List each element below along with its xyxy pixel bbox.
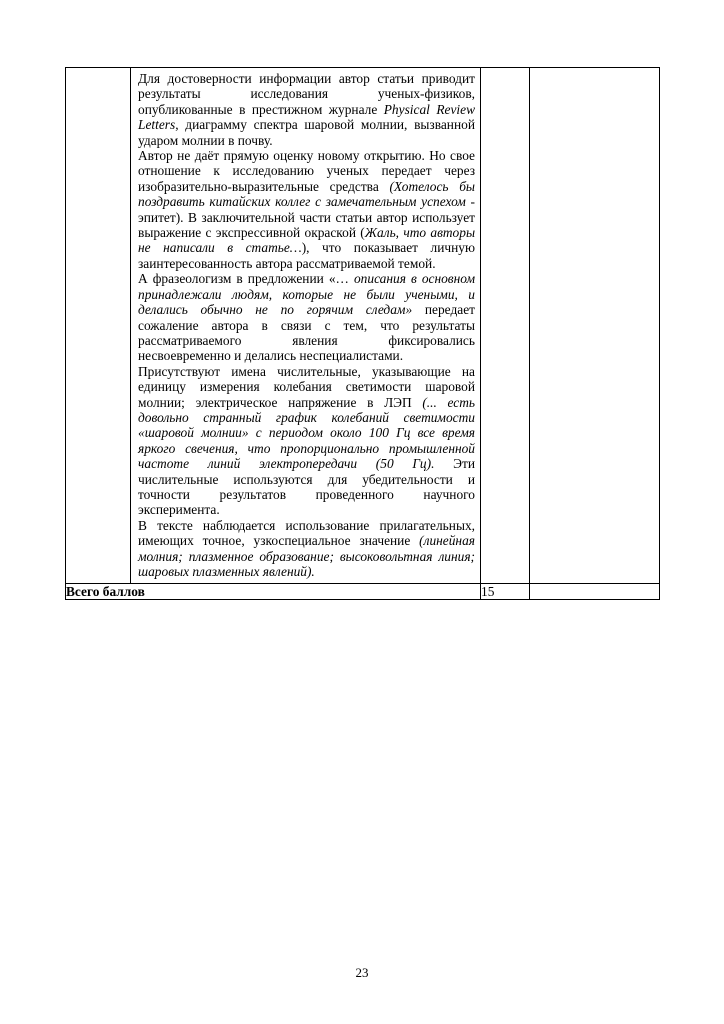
total-row (66, 584, 660, 600)
paragraph-sources: Для достоверности информации автор статьи приводит результаты исследования ученых-физиков, опубликованные в престижном журнале Physical Review Letters, диаграмму спектра шаровой молнии, вызванной ударом молнии в почву. (138, 71, 475, 148)
analysis-cell (131, 68, 481, 584)
paragraph-numerals: Присутствуют имена числительные, указывающие на единицу измерения колебания светимости шаровой молнии; электрическое напряжение в ЛЭП (... есть довольно странный график колебаний светимости «шаровой молнии» с периодом около 100 Гц все время яркого свечения, что пропорционально промышленной частоте линий электропередачи (50 Гц). Эти числительные используются для убедительности и точности результатов проведенного научного эксперимента. (138, 363, 475, 518)
notes-cell (530, 68, 660, 584)
paragraph-phraseologism: А фразеологизм в предложении «… описания в основном принадлежали людям, которые не были учеными, и делались обычно не по горячим следам» передает сожаление автора в связи с тем, что результаты рассматриваемого явления фиксировались несвоевременно и делались неспециалистами. (138, 271, 475, 364)
total-score: 15 (481, 584, 530, 600)
page-number: 23 (355, 965, 369, 980)
total-notes-cell (530, 584, 660, 600)
empty-cell (66, 68, 131, 584)
total-label: Всего баллов (66, 584, 481, 600)
grading-table (65, 67, 660, 600)
score-cell (481, 68, 530, 584)
table-row (66, 68, 660, 584)
paragraph-author-attitude: Автор не даёт прямую оценку новому открытию. Но свое отношение к исследованию ученых передает через изобразительно-выразительные средства (Хотелось бы поздравить китайских коллег с замечательным успехом - эпитет). В заключительной части статьи автор использует выражение с экспрессивной окраской (Жаль, что авторы не написали в статье…), что показывает личную заинтересованность автора рассматриваемой темой. (138, 148, 476, 271)
paragraph-adjectives: В тексте наблюдается использование прилагательных, имеющих точное, узкоспециальное значение (линейная молния; плазменное образование; высоковольтная линия; шаровых плазменных явлений). (138, 517, 475, 579)
